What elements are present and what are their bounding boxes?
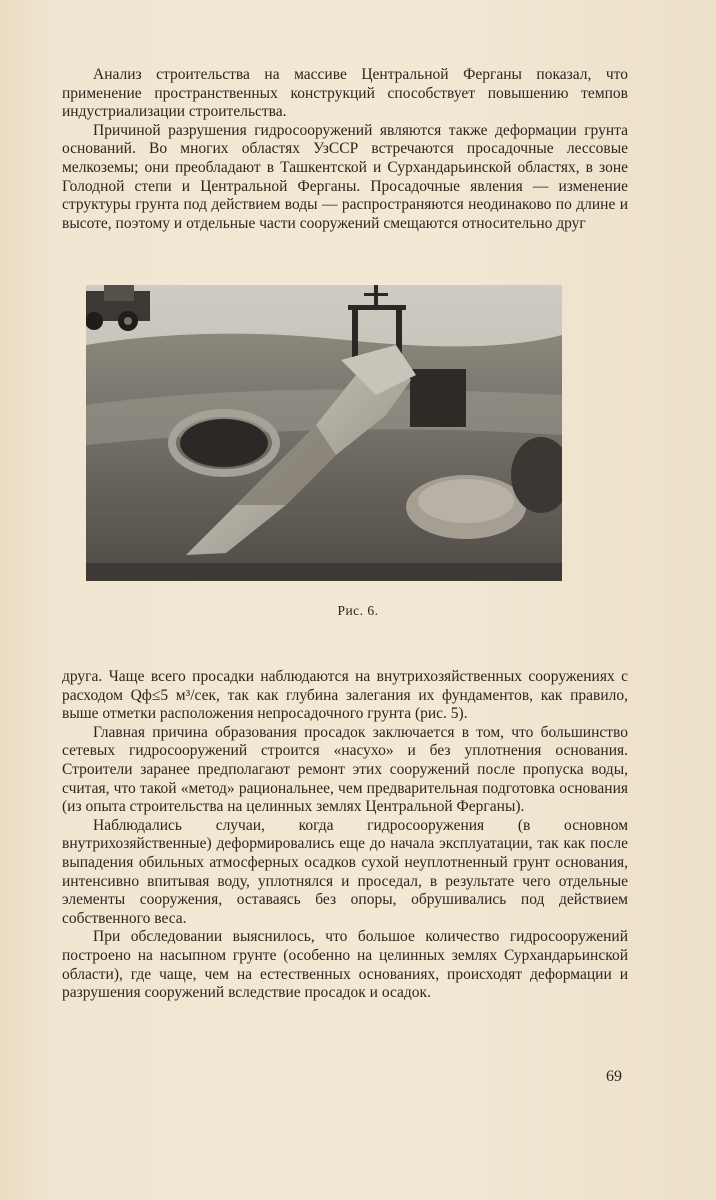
text-block-bottom <box>62 668 628 1003</box>
page-number: 69 <box>606 1068 622 1085</box>
photo-illustration <box>86 285 562 581</box>
text-block-top <box>62 66 628 233</box>
paragraph: Наблюдались случаи, когда гидросооружения (в основном внутрихозяйственные) деформировались еще до начала эксплуатации, так как после выпадения обильных атмосферных осадков сухой неуплотненный грунт основания, интенсивно впитывая воду, уплотнялся и проседал, в результате чего отдельные элементы сооружения, оставаясь без опоры, обрушивались под действием собственного веса. <box>62 816 628 927</box>
paragraph: Анализ строительства на массиве Центральной Ферганы показал, что применение пространственных конструкций способствует повышению темпов индустриализации строительства. <box>62 66 628 121</box>
paragraph: При обследовании выяснилось, что большое количество гидросооружений построено на насыпном грунте (особенно на целинных землях Сурхандарьинской области), где чаще, чем на естественных основаниях, происходят деформации и разрушения сооружений вследствие просадок и осадок. <box>62 928 628 1002</box>
paragraph: друга. Чаще всего просадки наблюдаются на внутрихозяйственных сооружениях с расходом Qф≤5 м³/сек, так как глубина залегания их фундаментов, как правило, выше отметки расположения непросадочного грунта (рис. 5). <box>62 668 628 723</box>
paragraph: Главная причина образования просадок заключается в том, что большинство сетевых гидросооружений строится «насухо» и без уплотнения основания. Строители заранее предполагают ремонт этих сооружений после пропуска воды, считая, что такой «метод» рациональнее, чем предварительная подготовка основания (из опыта строительства на целинных землях Центральной Ферганы). <box>62 723 628 816</box>
figure-photo <box>86 285 562 581</box>
paragraph: Причиной разрушения гидросооружений являются также деформации грунта оснований. Во многих областях УзССР встречаются просадочные лессовые мелкоземы; они преобладают в Ташкентской и Сурхандарьинской областях, в зоне Голодной степи и Центральной Ферганы. Просадочные явления — изменение структуры грунта под действием воды — распространяются неодинаково по длине и высоте, поэтому и отдельные части сооружений смещаются относительно друг <box>62 121 628 232</box>
figure-caption: Рис. 6. <box>337 603 379 618</box>
